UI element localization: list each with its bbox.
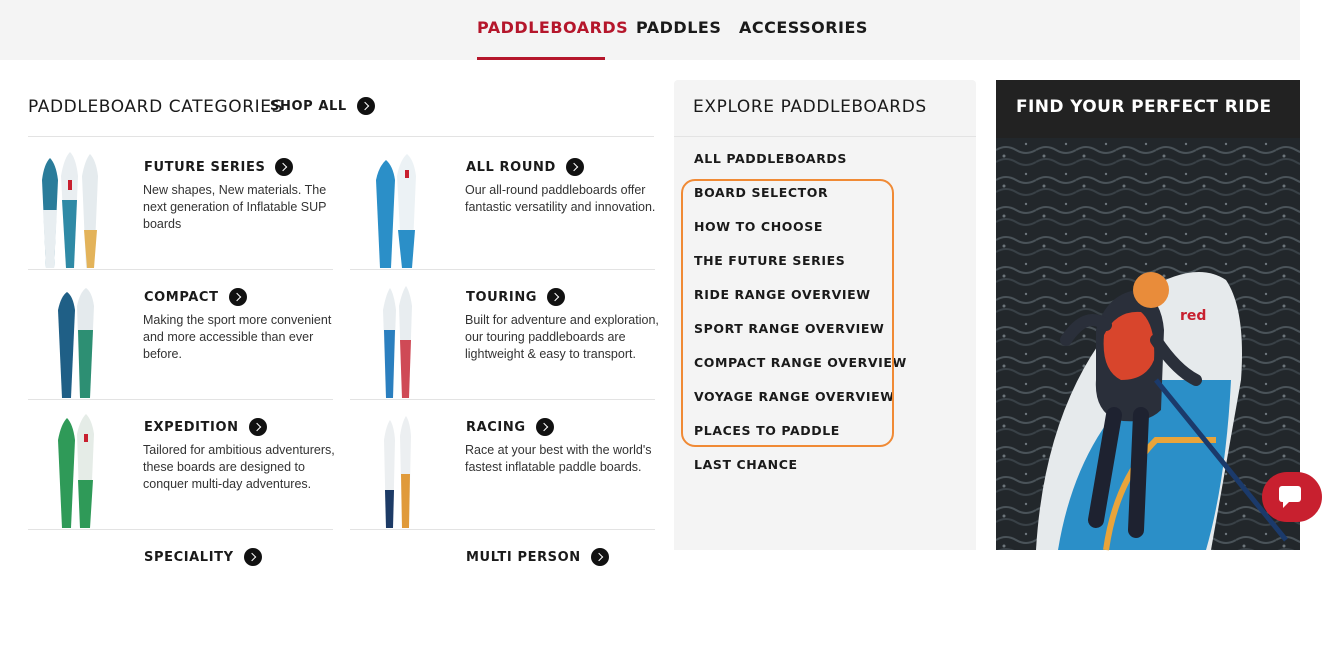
chevron-right-icon [357, 97, 375, 115]
top-nav [0, 0, 1300, 60]
category-heading[interactable] [144, 418, 267, 436]
tab-paddles[interactable]: PADDLES [636, 18, 722, 37]
explore-link-future-series[interactable]: THE FUTURE SERIES [694, 253, 846, 268]
category-name: COMPACT [144, 289, 219, 305]
chat-icon [1279, 486, 1301, 502]
hero-image-card[interactable] [996, 80, 1300, 550]
category-description: Our all-round paddleboards offer fantastic versatility and innovation. [465, 183, 656, 214]
category-name: SPECIALITY [144, 549, 234, 565]
category-description: Race at your best with the world's fastest inflatable paddle boards. [465, 443, 652, 474]
category-description: Making the sport more convenient and more accessible than ever before. [143, 313, 332, 361]
tab-paddleboards[interactable]: PADDLEBOARDS [477, 18, 629, 37]
explore-link-voyage-range[interactable]: VOYAGE RANGE OVERVIEW [694, 389, 895, 404]
categories-divider [28, 136, 654, 137]
category-card-multi-person[interactable] [350, 530, 655, 660]
category-name: MULTI PERSON [466, 549, 581, 565]
category-name: EXPEDITION [144, 419, 239, 435]
chevron-right-icon [244, 548, 262, 566]
explore-link-board-selector[interactable]: BOARD SELECTOR [694, 185, 829, 200]
explore-link-places-to-paddle[interactable]: PLACES TO PADDLE [694, 423, 840, 438]
category-description: Tailored for ambitious adventurers, these boards are designed to conquer multi-day adventures. [143, 443, 335, 491]
category-name: RACING [466, 419, 526, 435]
hero-title: FIND YOUR PERFECT RIDE [1016, 97, 1272, 117]
category-card-compact[interactable] [28, 270, 333, 400]
category-name: FUTURE SERIES [144, 159, 266, 175]
board-thumbnail-image [350, 270, 450, 400]
chevron-right-icon [275, 158, 293, 176]
categories-title: PADDLEBOARD CATEGORIES [28, 97, 283, 117]
active-tab-underline [477, 57, 605, 60]
chevron-right-icon [536, 418, 554, 436]
explore-link-all-paddleboards[interactable]: ALL PADDLEBOARDS [694, 151, 847, 166]
board-brand-text: red [1180, 308, 1207, 324]
chevron-right-icon [547, 288, 565, 306]
category-card-racing[interactable] [350, 400, 655, 530]
category-card-expedition[interactable] [28, 400, 333, 530]
category-heading[interactable] [466, 418, 554, 436]
category-card-all-round[interactable] [350, 140, 655, 270]
board-thumbnail-image [28, 140, 128, 270]
board-thumbnail-image [350, 140, 450, 270]
category-card-future-series[interactable] [28, 140, 333, 270]
explore-panel [674, 80, 976, 550]
category-heading[interactable] [466, 288, 565, 306]
explore-link-last-chance[interactable]: LAST CHANCE [694, 457, 798, 472]
category-name: ALL ROUND [466, 159, 556, 175]
category-card-touring[interactable] [350, 270, 659, 400]
category-heading[interactable] [144, 548, 262, 566]
category-description: Built for adventure and exploration, our touring paddleboards are lightweight & easy to transport. [465, 313, 659, 361]
category-heading[interactable] [144, 158, 293, 176]
chevron-right-icon [229, 288, 247, 306]
explore-divider [674, 136, 976, 137]
shop-all-link[interactable] [270, 97, 375, 115]
chat-button[interactable] [1262, 472, 1322, 522]
chevron-right-icon [591, 548, 609, 566]
category-description: New shapes, New materials. The next generation of Inflatable SUP boards [143, 183, 327, 231]
shop-all-label: SHOP ALL [270, 98, 347, 114]
explore-link-sport-range[interactable]: SPORT RANGE OVERVIEW [694, 321, 885, 336]
chevron-right-icon [566, 158, 584, 176]
tab-accessories[interactable]: ACCESSORIES [739, 18, 868, 37]
explore-link-ride-range[interactable]: RIDE RANGE OVERVIEW [694, 287, 871, 302]
paddler-photo [996, 80, 1300, 550]
category-heading[interactable] [466, 548, 609, 566]
chevron-right-icon [249, 418, 267, 436]
board-thumbnail-image [28, 400, 128, 530]
category-card-speciality[interactable] [28, 530, 333, 660]
category-name: TOURING [466, 289, 538, 305]
explore-link-compact-range[interactable]: COMPACT RANGE OVERVIEW [694, 355, 907, 370]
explore-link-how-to-choose[interactable]: HOW TO CHOOSE [694, 219, 823, 234]
board-thumbnail-image [28, 270, 128, 400]
category-heading[interactable] [144, 288, 247, 306]
explore-title: EXPLORE PADDLEBOARDS [693, 97, 927, 117]
category-heading[interactable] [466, 158, 584, 176]
board-thumbnail-image [350, 400, 450, 530]
